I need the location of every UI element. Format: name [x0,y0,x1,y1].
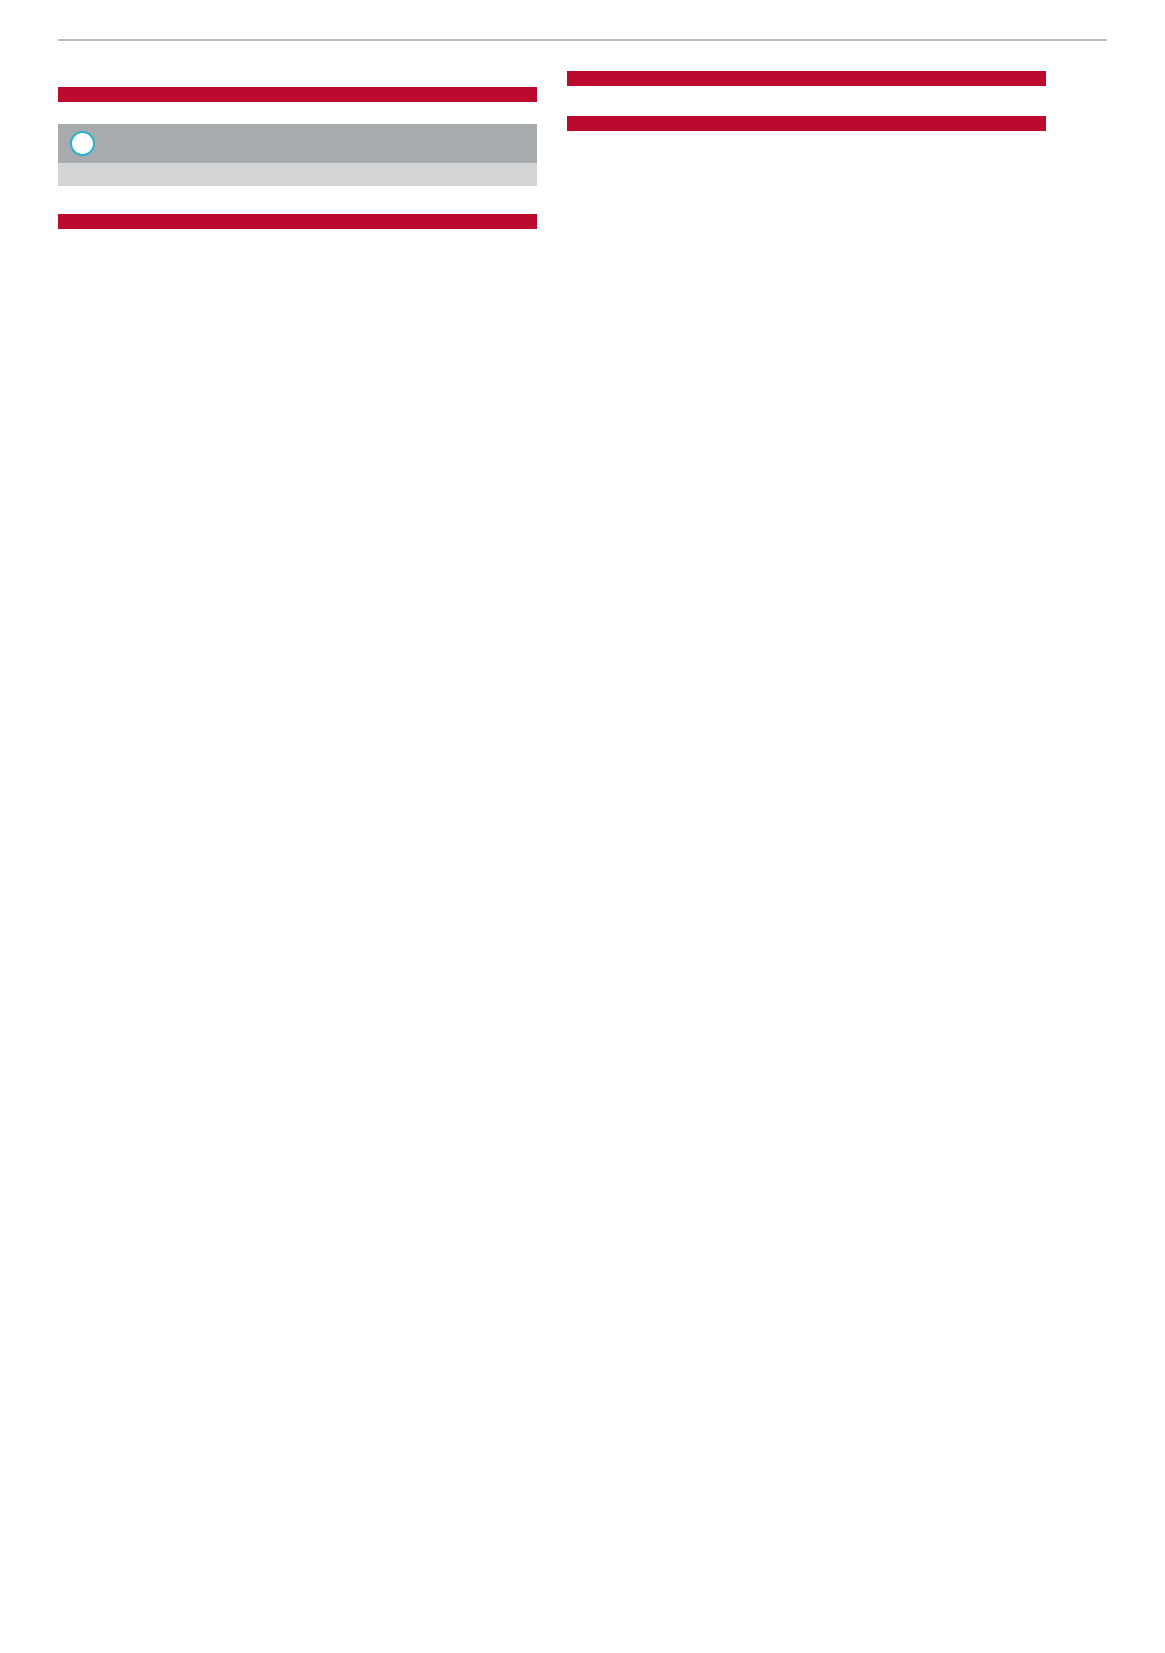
note-box [58,124,537,186]
header-rule [58,39,1107,41]
note-box-text [58,163,537,186]
note-box-header [58,124,537,163]
subsection-bar-pech-en-noodgevallen [567,71,1046,86]
right-column [567,71,1046,145]
left-column [58,71,537,243]
subsection-bar-interessante-functies [567,116,1046,131]
subsection-bar-voor-de-rit [58,214,537,229]
two-column-layout [58,71,1107,243]
subsection-bar-myaudi [58,87,537,102]
info-icon [70,131,95,156]
running-header [58,30,1107,39]
